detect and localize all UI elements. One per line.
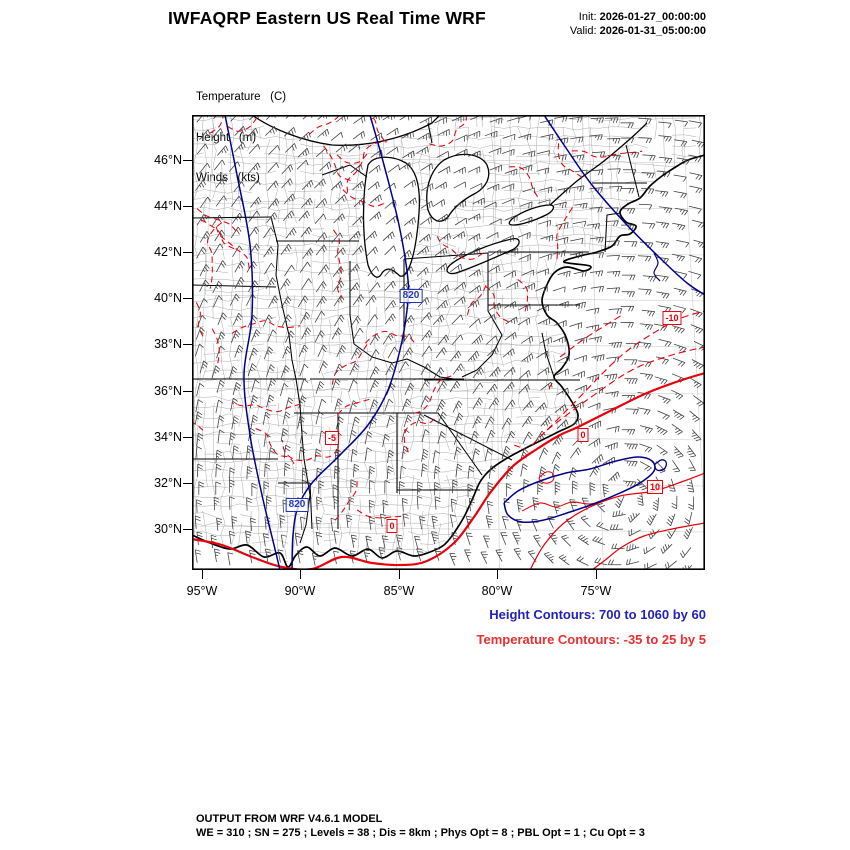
lon-tick-label: 85°W — [383, 584, 415, 598]
valid-value: 2026-01-31_05:00:00 — [599, 25, 706, 37]
lat-tick-mark — [183, 344, 192, 345]
lat-tick-label: 32°N — [154, 476, 182, 490]
model-footer — [196, 812, 645, 840]
temp-contour-label: 10 — [647, 480, 663, 494]
init-time-line — [470, 10, 706, 24]
init-value: 2026-01-27_00:00:00 — [599, 11, 706, 23]
init-label: Init: — [578, 11, 597, 23]
height-contour-label: 820 — [286, 498, 309, 512]
legend-temperature: Temperature (C) — [196, 91, 287, 103]
lat-tick-mark — [183, 437, 192, 438]
lon-tick-label: 95°W — [186, 584, 218, 598]
temp-contour-label: 0 — [386, 519, 397, 533]
lon-tick-label: 90°W — [284, 584, 316, 598]
valid-label: Valid: — [569, 25, 597, 37]
lon-tick-mark — [300, 570, 301, 579]
lat-tick-label: 34°N — [154, 430, 182, 444]
lat-tick-mark — [183, 160, 192, 161]
temp-contour-label: 0 — [577, 428, 588, 442]
lon-tick-mark — [202, 570, 203, 579]
temp-contour-label: -5 — [325, 431, 339, 445]
temperature-contours-note: Temperature Contours: -35 to 25 by 5 — [476, 632, 706, 647]
lon-tick-label: 80°W — [481, 584, 513, 598]
lat-tick-mark — [183, 529, 192, 530]
lat-tick-mark — [183, 206, 192, 207]
legend-winds: Winds (kts) — [196, 172, 260, 184]
valid-time-line — [470, 24, 706, 38]
height-contour-label: 820 — [400, 289, 423, 303]
lat-tick-label: 40°N — [154, 291, 182, 305]
lat-tick-label: 38°N — [154, 337, 182, 351]
footer-model-line: OUTPUT FROM WRF V4.6.1 MODEL — [196, 813, 383, 825]
weather-map — [192, 115, 705, 570]
temp-contour-label: -10 — [662, 311, 681, 325]
lat-tick-label: 42°N — [154, 245, 182, 259]
lat-tick-mark — [183, 298, 192, 299]
map-canvas — [192, 115, 705, 570]
lat-tick-mark — [183, 483, 192, 484]
lat-tick-label: 36°N — [154, 384, 182, 398]
lon-tick-mark — [399, 570, 400, 579]
lat-tick-mark — [183, 252, 192, 253]
lon-tick-mark — [497, 570, 498, 579]
lat-tick-label: 44°N — [154, 199, 182, 213]
lon-tick-label: 75°W — [580, 584, 612, 598]
legend-height: Height (m) — [196, 131, 257, 144]
lat-tick-mark — [183, 391, 192, 392]
page-title: IWFAQRP Eastern US Real Time WRF — [168, 8, 486, 28]
height-contours-note: Height Contours: 700 to 1060 by 60 — [489, 607, 706, 622]
footer-config-line: WE = 310 ; SN = 275 ; Levels = 38 ; Dis = 8km ; Phys Opt = 8 ; PBL Opt = 1 ; Cu Opt = 3 — [196, 827, 645, 839]
lon-tick-mark — [596, 570, 597, 579]
lat-tick-label: 30°N — [154, 522, 182, 536]
run-times — [470, 10, 706, 38]
lat-tick-label: 46°N — [154, 153, 182, 167]
